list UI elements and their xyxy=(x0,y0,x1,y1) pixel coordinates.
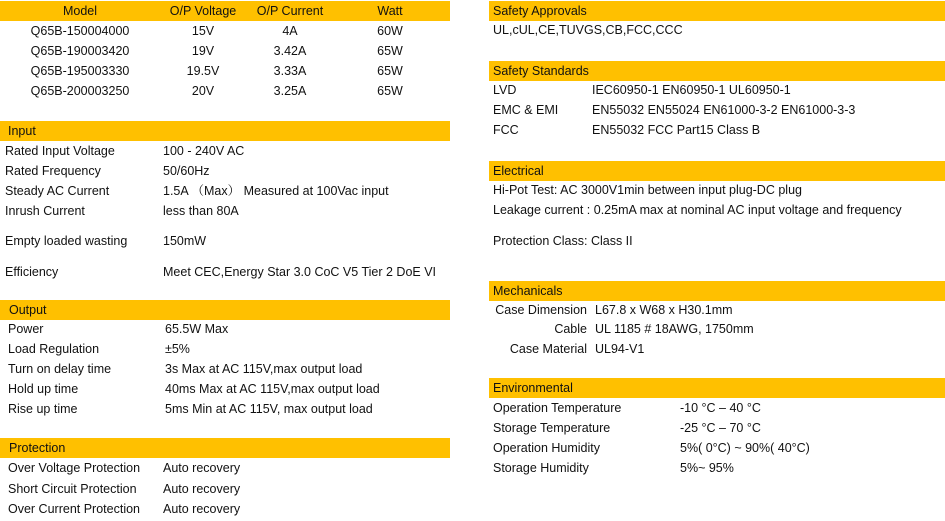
models-column-header: O/P Current xyxy=(256,4,324,18)
electrical-header-bar xyxy=(489,161,945,181)
environmental-row-label: Storage Humidity xyxy=(493,461,589,475)
protection-header-bar xyxy=(0,438,450,458)
models-table-cell: Q65B-190003420 xyxy=(30,44,130,58)
mechanicals-row-value: UL94-V1 xyxy=(595,342,645,356)
input-row-value: 100 - 240V AC xyxy=(163,144,245,158)
electrical-line: Protection Class: Class II xyxy=(493,234,633,248)
environmental-row-value: 5%~ 95% xyxy=(680,461,734,475)
protection-row-value: Auto recovery xyxy=(163,461,241,475)
protection-row-label: Short Circuit Protection xyxy=(8,482,137,496)
models-table-cell: 19.5V xyxy=(186,64,220,78)
models-table-cell: Q65B-200003250 xyxy=(30,84,130,98)
input-row-label: Rated Input Voltage xyxy=(5,144,115,158)
models-table-cell: 3.33A xyxy=(273,64,307,78)
environmental-row-label: Storage Temperature xyxy=(493,421,611,435)
output-header-bar xyxy=(0,300,450,320)
models-table-cell: 65W xyxy=(377,44,403,58)
environmental-row-value: 5%( 0°C) ~ 90%( 40°C) xyxy=(680,441,810,455)
models-table-cell: 20V xyxy=(191,84,215,98)
input-row-value: 150mW xyxy=(163,234,207,248)
models-table-cell: 15V xyxy=(191,24,215,38)
environmental-row-label: Operation Temperature xyxy=(493,401,622,415)
environmental-row-label: Operation Humidity xyxy=(493,441,600,455)
input-header-bar xyxy=(0,121,450,141)
mechanicals-row-value: L67.8 x W68 x H30.1mm xyxy=(595,303,733,317)
output-row-label: Rise up time xyxy=(8,402,78,416)
models-table-cell: Q65B-150004000 xyxy=(30,24,130,38)
output-row-label: Load Regulation xyxy=(8,342,100,356)
models-column-header: O/P Voltage xyxy=(169,4,237,18)
models-table-cell: 60W xyxy=(377,24,403,38)
output-row-label: Turn on delay time xyxy=(8,362,112,376)
safety-standards-label: FCC xyxy=(493,123,519,137)
safety-approvals-text: UL,cUL,CE,TUVGS,CB,FCC,CCC xyxy=(493,23,683,37)
output-row-label: Power xyxy=(8,322,44,336)
input-row-value: Meet CEC,Energy Star 3.0 CoC V5 Tier 2 DoE VI xyxy=(163,265,437,279)
input-row-label: Efficiency xyxy=(5,265,59,279)
input-row-label: Rated Frequency xyxy=(5,164,101,178)
output-row-value: ±5% xyxy=(165,342,190,356)
mechanicals-row-label: Case Dimension xyxy=(495,303,587,317)
protection-row-value: Auto recovery xyxy=(163,482,241,496)
models-table-cell: 65W xyxy=(377,84,403,98)
models-table-cell: Q65B-195003330 xyxy=(30,64,130,78)
output-row-label: Hold up time xyxy=(8,382,79,396)
environmental-row-value: -10 °C – 40 °C xyxy=(680,401,761,415)
mechanicals-title: Mechanicals xyxy=(493,284,563,298)
safety-standards-value: EN55032 FCC Part15 Class B xyxy=(592,123,761,137)
electrical-line: Hi-Pot Test: AC 3000V1min between input plug-DC plug xyxy=(493,183,802,197)
models-table-cell: 3.25A xyxy=(273,84,307,98)
models-table-cell: 65W xyxy=(377,64,403,78)
protection-row-label: Over Voltage Protection xyxy=(8,461,141,475)
output-row-value: 3s Max at AC 115V,max output load xyxy=(165,362,363,376)
models-table-cell: 4A xyxy=(282,24,298,38)
output-row-value: 5ms Min at AC 115V, max output load xyxy=(165,402,373,416)
input-title: Input xyxy=(8,124,36,138)
output-row-value: 40ms Max at AC 115V,max output load xyxy=(165,382,380,396)
input-row-label: Inrush Current xyxy=(5,204,85,218)
models-table-cell: 19V xyxy=(191,44,215,58)
safety-standards-label: LVD xyxy=(493,83,517,97)
input-row-label: Steady AC Current xyxy=(5,184,110,198)
models-column-header: Watt xyxy=(377,4,403,18)
models-table-cell: 3.42A xyxy=(273,44,307,58)
input-row-value: 1.5A （Max） Measured at 100Vac input xyxy=(163,184,389,198)
safety-standards-value: EN55032 EN55024 EN61000-3-2 EN61000-3-3 xyxy=(592,103,856,117)
safety-standards-label: EMC & EMI xyxy=(493,103,559,117)
safety-approvals-title: Safety Approvals xyxy=(493,4,587,18)
mechanicals-row-label: Case Material xyxy=(509,342,587,356)
protection-title: Protection xyxy=(9,441,66,455)
protection-row-value: Auto recovery xyxy=(163,502,241,516)
mechanicals-row-label: Cable xyxy=(554,322,587,336)
environmental-title: Environmental xyxy=(493,381,573,395)
input-row-value: 50/60Hz xyxy=(163,164,210,178)
input-row-label: Empty loaded wasting xyxy=(5,234,128,248)
input-row-value: less than 80A xyxy=(163,204,239,218)
mechanicals-row-value: UL 1185 # 18AWG, 1750mm xyxy=(595,322,754,336)
models-column-header: Model xyxy=(62,4,98,18)
output-row-value: 65.5W Max xyxy=(165,322,229,336)
environmental-row-value: -25 °C – 70 °C xyxy=(680,421,761,435)
electrical-line: Leakage current : 0.25mA max at nominal AC input voltage and frequency xyxy=(493,203,902,217)
output-title: Output xyxy=(9,303,47,317)
protection-row-label: Over Current Protection xyxy=(8,502,140,516)
electrical-title: Electrical xyxy=(493,164,544,178)
safety-standards-title: Safety Standards xyxy=(493,64,589,78)
safety-standards-value: IEC60950-1 EN60950-1 UL60950-1 xyxy=(592,83,791,97)
